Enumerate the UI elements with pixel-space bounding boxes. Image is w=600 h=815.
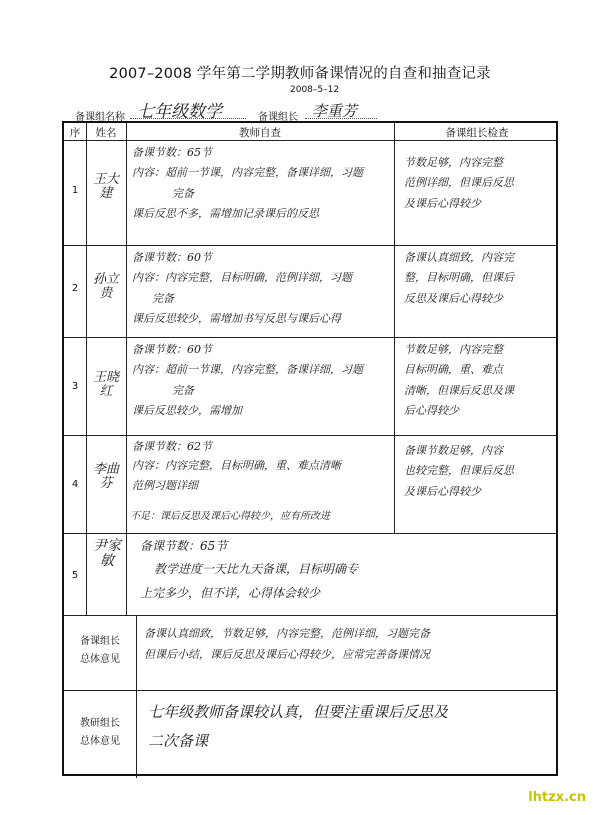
group-name-value: 七年级数学 xyxy=(137,102,222,122)
header-self-check: 教师自查 xyxy=(239,127,281,139)
leader-summary-text: 备课认真细致，节数足够，内容完整，范例详细，习题完备 但课后小结，课后反思及课后心得较少，应常完善备课情况 xyxy=(144,627,430,662)
row-3-number: 3 xyxy=(71,381,79,392)
row-1-self-check: 备课节数：65节 内容：超前一节课，内容完整，备课详细，习题 完备 课后反思不多，需增加记录课后的反思 xyxy=(132,146,363,221)
row-2-leader-check: 备课认真细致，内容完 整，目标明确，但课后 反思及课后心得较少 xyxy=(404,251,514,305)
header-seq: 序 xyxy=(69,127,81,139)
col-rule-summary xyxy=(136,615,137,778)
col-rule-name xyxy=(126,123,127,615)
row-4-name: 李曲芬 xyxy=(92,462,119,491)
row-5-number: 5 xyxy=(71,570,79,581)
row-4-self-shortcoming: 不足：课后反思及课后心得较少，应有所改进 xyxy=(130,511,330,522)
row-rule-2 xyxy=(64,337,556,338)
leader-summary-label: 备课组长 总体意见 xyxy=(80,636,120,665)
row-3-self-check: 备课节数：60节 内容：超前一节课，内容完整，备课详细，习题 完备 课后反思较少，需增加 xyxy=(132,343,363,418)
row-2-number: 2 xyxy=(71,283,79,294)
row-4-leader-check: 备课节数足够，内容 也较完整，但课后反思 及课后心得较少 xyxy=(404,444,514,498)
group-name-underline xyxy=(130,118,246,119)
row-3-name: 王晓红 xyxy=(92,370,119,399)
site-watermark: lhtzx.cn xyxy=(528,790,586,805)
group-leader-value: 李重芳 xyxy=(312,102,358,120)
row-rule-5 xyxy=(64,615,556,616)
row-rule-6 xyxy=(64,690,556,691)
row-rule-1 xyxy=(64,245,556,246)
row-1-leader-check: 节数足够，内容完整 范例详细，但课后反思 及课后心得较少 xyxy=(404,156,514,210)
page-title: 2007–2008 学年第二学期教师备课情况的自查和抽查记录 xyxy=(109,66,491,82)
director-summary-text: 七年级教师备课较认真，但要注重课后反思及 二次备课 xyxy=(148,703,449,751)
row-4-self-check: 备课节数：62节 内容：内容完整，目标明确，重、难点清晰 范例习题详细 xyxy=(132,440,341,492)
row-2-name: 孙立贵 xyxy=(92,272,119,301)
row-2-self-check: 备课节数：60节 内容：内容完整，目标明确，范例详细，习题 完备 课后反思较少，需增加书写反思与课后心得 xyxy=(132,251,352,326)
col-rule-seq xyxy=(86,123,87,615)
row-1-name: 王大建 xyxy=(92,172,119,201)
row-rule-4 xyxy=(64,533,556,534)
director-summary-label: 教研组长 总体意见 xyxy=(80,718,120,747)
header-leader-check: 备课组长检查 xyxy=(445,127,509,139)
row-5-name: 尹家敏 xyxy=(93,538,121,569)
header-name: 姓名 xyxy=(95,127,117,139)
record-date: 2008–5–12 xyxy=(290,85,340,95)
row-rule-3 xyxy=(64,435,556,436)
record-table xyxy=(62,121,558,776)
group-leader-label: 备课组长 xyxy=(258,112,298,123)
row-3-leader-check: 节数足够，内容完整 目标明确，重、难点 清晰，但课后反思及课 后心得较少 xyxy=(404,343,514,418)
group-leader-underline xyxy=(305,118,377,119)
row-5-self-check: 备课节数：65节 教学进度一天比九天备课，目标明确专 上完多少，但不详，心得体会较少 xyxy=(140,539,359,600)
group-name-label: 备课组名称 xyxy=(75,112,125,123)
row-1-number: 1 xyxy=(71,185,79,196)
col-rule-check xyxy=(394,123,395,533)
header-rule xyxy=(64,140,556,141)
row-4-number: 4 xyxy=(71,479,79,490)
